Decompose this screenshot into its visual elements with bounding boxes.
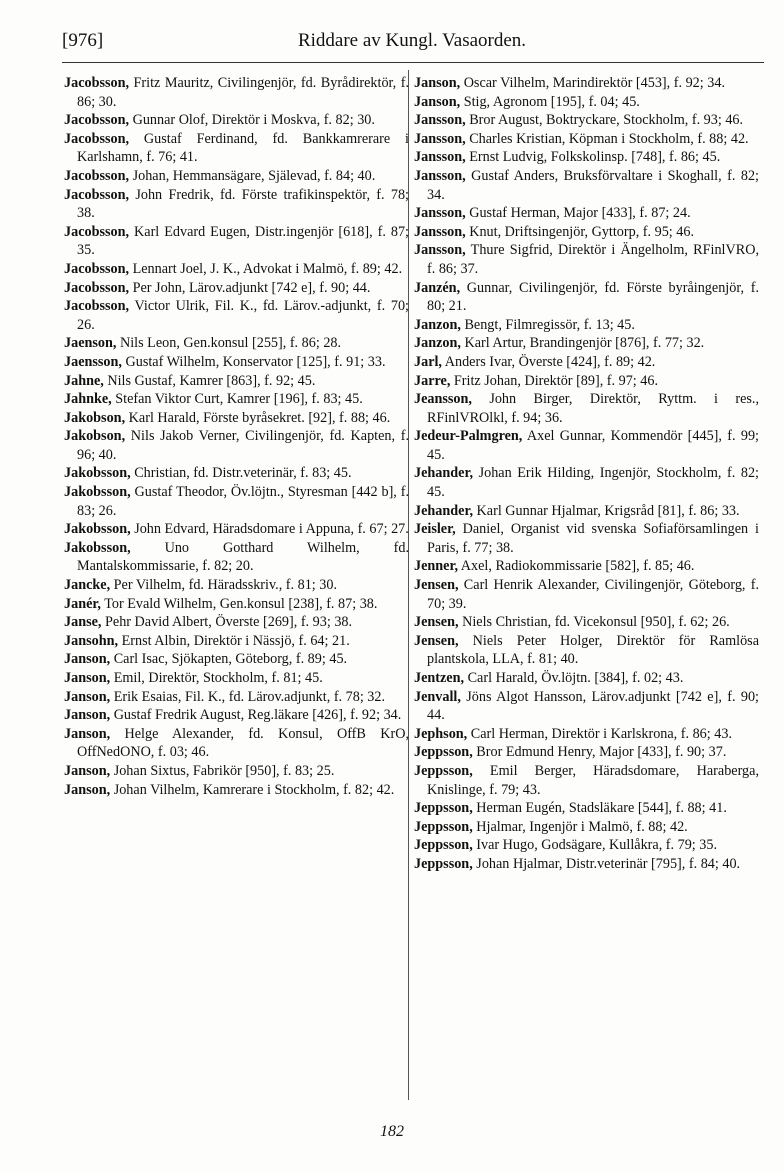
entry-surname: Janzon, xyxy=(414,316,461,333)
register-entry xyxy=(64,688,409,707)
register-entry xyxy=(414,372,759,391)
register-entry xyxy=(64,725,409,762)
register-entry xyxy=(414,316,759,335)
register-entry xyxy=(64,167,409,186)
entry-details: Nils Gustaf, Kamrer [863], f. 92; 45. xyxy=(103,372,316,389)
page-header xyxy=(62,30,762,56)
entry-surname: Janson, xyxy=(64,762,111,779)
entry-details: Ernst Albin, Direktör i Nässjö, f. 64; 21. xyxy=(118,632,350,649)
register-entry xyxy=(414,725,759,744)
entry-surname: Janzon, xyxy=(414,335,461,352)
register-entry xyxy=(64,781,409,800)
entry-details: Fritz Mauritz, Civilingenjör, fd. Byrådirektör, f. 86; 30. xyxy=(77,75,409,110)
entry-details: Karl Edvard Eugen, Distr.ingenjör [618], f. 87; 35. xyxy=(77,223,409,259)
register-entry xyxy=(414,836,759,855)
entry-details: Axel, Radiokommissarie [582], f. 85; 46. xyxy=(458,558,695,575)
entry-details: Per Vilhelm, fd. Häradsskriv., f. 81; 30. xyxy=(110,577,338,594)
entry-details: John Birger, Direktör, Ryttm. i res., RFinlVROlkl, f. 94; 36. xyxy=(427,391,759,426)
entry-surname: Jentzen, xyxy=(414,670,465,686)
register-entry xyxy=(414,464,759,501)
entry-surname: Jeppsson, xyxy=(414,800,473,817)
entry-details: Nils Leon, Gen.konsul [255], f. 86; 28. xyxy=(116,335,342,352)
register-entry xyxy=(414,613,759,632)
entry-surname: Jakobson, xyxy=(64,428,126,445)
entry-surname: Jansson, xyxy=(414,130,466,147)
register-entry xyxy=(64,427,409,464)
entry-details: Bror Edmund Henry, Major [433], f. 90; 37. xyxy=(472,744,727,761)
entry-details: Bengt, Filmregissör, f. 13; 45. xyxy=(460,316,635,333)
entry-details: Gunnar, Civilingenjör, fd. Förste byråingenjör, f. 80; 21. xyxy=(427,279,759,315)
entry-details: Erik Esaias, Fil. K., fd. Lärov.adjunkt, f. 78; 32. xyxy=(110,688,386,705)
entry-details: Karl Artur, Brandingenjör [876], f. 77; 32. xyxy=(460,335,705,352)
entry-details: Jöns Algot Hansson, Lärov.adjunkt [742 e], f. 90; 44. xyxy=(427,688,759,724)
entry-details: Lennart Joel, J. K., Advokat i Malmö, f. 89; 42. xyxy=(129,260,403,277)
register-entry xyxy=(414,167,759,204)
register-entry xyxy=(64,297,409,334)
entry-surname: Jenvall, xyxy=(414,688,461,705)
register-entry xyxy=(64,464,409,483)
entry-details: Johan Vilhelm, Kamrerare i Stockholm, f. 82; 42. xyxy=(110,781,395,798)
entry-surname: Janson, xyxy=(414,93,461,110)
register-entry xyxy=(64,186,409,223)
register-entry xyxy=(414,855,759,874)
entry-surname: Jeisler, xyxy=(414,521,456,538)
entry-surname: Jansson, xyxy=(414,223,466,240)
entry-details: Christian, fd. Distr.veterinär, f. 83; 45. xyxy=(130,465,352,482)
entry-details: John Edvard, Häradsdomare i Appuna, f. 67; 27. xyxy=(130,521,409,538)
entry-details: Knut, Driftsingenjör, Gyttorp, f. 95; 46. xyxy=(465,223,695,240)
entry-surname: Jeppsson, xyxy=(414,837,473,854)
entry-surname: Jephson, xyxy=(414,725,468,742)
register-entry xyxy=(64,613,409,632)
register-entry xyxy=(414,111,759,130)
register-entry xyxy=(414,148,759,167)
entry-details: Emil Berger, Häradsdomare, Haraberga, Knislinge, f. 79; 43. xyxy=(427,762,759,798)
entry-details: Niels Christian, fd. Vicekonsul [950], f. 62; 26. xyxy=(458,614,730,631)
entry-surname: Jakobson, xyxy=(64,409,126,426)
entry-surname: Jakobsson, xyxy=(64,521,131,538)
entry-surname: Jacobsson, xyxy=(64,112,130,129)
entry-surname: Jansson, xyxy=(414,149,466,166)
entry-details: Tor Evald Wilhelm, Gen.konsul [238], f. 87; 38. xyxy=(100,595,378,612)
register-entry xyxy=(64,279,409,298)
register-entry xyxy=(64,576,409,595)
entry-surname: Jansson, xyxy=(414,167,466,184)
entry-surname: Janson, xyxy=(64,781,111,798)
register-entry xyxy=(64,353,409,372)
entry-details: Gustaf Wilhelm, Konservator [125], f. 91; 33. xyxy=(121,353,386,370)
register-entry xyxy=(414,557,759,576)
entry-surname: Janson, xyxy=(64,725,111,742)
entry-surname: Jehander, xyxy=(414,502,473,519)
entry-surname: Jeppsson, xyxy=(414,744,473,761)
entry-details: Gustaf Ferdinand, fd. Bankkamrerare i Karlshamn, f. 76; 41. xyxy=(77,130,409,166)
entry-surname: Jacobsson, xyxy=(64,279,130,296)
register-entry xyxy=(64,223,409,260)
register-entry xyxy=(64,520,409,539)
entry-details: Johan Erik Hilding, Ingenjör, Stockholm, f. 82; 45. xyxy=(427,465,759,501)
register-entry xyxy=(64,762,409,781)
entry-surname: Jansson, xyxy=(414,112,466,129)
entry-surname: Jenner, xyxy=(414,558,459,575)
register-entry xyxy=(414,223,759,242)
entry-surname: Janson, xyxy=(64,651,111,668)
entry-details: Gunnar Olof, Direktör i Moskva, f. 82; 30. xyxy=(129,112,375,129)
entry-details: Fritz Johan, Direktör [89], f. 97; 46. xyxy=(450,372,659,389)
entry-surname: Jensen, xyxy=(414,632,459,649)
register-entry xyxy=(64,390,409,409)
entry-details: Nils Jakob Verner, Civilingenjör, fd. Kapten, f. 96; 40. xyxy=(77,428,409,463)
entry-details: Victor Ulrik, Fil. K., fd. Lärov.-adjunkt, f. 70; 26. xyxy=(77,298,409,333)
register-entry xyxy=(64,539,409,576)
entry-surname: Janse, xyxy=(64,614,102,631)
register-entry xyxy=(64,409,409,428)
entry-surname: Jeppsson, xyxy=(414,855,473,872)
entry-details: Gustaf Fredrik August, Reg.läkare [426], f. 92; 34. xyxy=(110,707,402,724)
register-entry xyxy=(414,427,759,464)
page-title: Riddare av Kungl. Vasaorden. xyxy=(297,30,527,51)
entry-surname: Jarl, xyxy=(414,353,442,370)
entry-details: Carl Isac, Sjökapten, Göteborg, f. 89; 45. xyxy=(110,651,348,668)
entry-surname: Jacobsson, xyxy=(64,223,130,240)
register-entry xyxy=(64,260,409,279)
register-entry xyxy=(414,241,759,278)
register-entry xyxy=(414,353,759,372)
entry-details: Karl Harald, Förste byråsekret. [92], f. 88; 46. xyxy=(125,409,391,426)
register-entry xyxy=(414,130,759,149)
register-entry xyxy=(414,390,759,427)
register-entry xyxy=(64,706,409,725)
register-entry xyxy=(64,372,409,391)
entry-surname: Jahne, xyxy=(64,372,104,389)
register-entry xyxy=(414,204,759,223)
entry-surname: Jarre, xyxy=(414,372,451,389)
register-entry xyxy=(414,669,759,688)
entry-surname: Janzén, xyxy=(414,279,461,296)
entry-surname: Jeppsson, xyxy=(414,762,473,779)
entry-surname: Jansohn, xyxy=(64,632,119,649)
register-entry xyxy=(414,334,759,353)
entry-surname: Jacobsson, xyxy=(64,75,130,91)
entry-details: Hjalmar, Ingenjör i Malmö, f. 88; 42. xyxy=(472,818,688,835)
entry-details: Carl Harald, Öv.löjtn. [384], f. 02; 43. xyxy=(464,670,684,686)
register-entry xyxy=(64,650,409,669)
register-entry xyxy=(414,632,759,669)
entry-details: Anders Ivar, Överste [424], f. 89; 42. xyxy=(441,353,656,370)
register-entry xyxy=(414,762,759,799)
register-entry xyxy=(64,130,409,167)
column-divider xyxy=(408,70,409,1100)
register-entry xyxy=(414,520,759,557)
register-entry xyxy=(414,688,759,725)
entry-surname: Jeansson, xyxy=(414,391,472,408)
page-number: 182 xyxy=(380,1123,404,1140)
entry-details: Stig, Agronom [195], f. 04; 45. xyxy=(460,93,640,110)
entry-details: Daniel, Organist vid svenska Sofiaförsamlingen i Paris, f. 77; 38. xyxy=(427,521,759,556)
section-page-label: [976] xyxy=(62,30,104,51)
header-rule xyxy=(62,62,764,63)
entry-surname: Janson, xyxy=(64,688,111,705)
entry-details: Bror August, Boktryckare, Stockholm, f. 93; 46. xyxy=(465,112,744,129)
entry-surname: Jensen, xyxy=(414,577,459,594)
register-entry xyxy=(64,111,409,130)
entry-details: Johan, Hemmansägare, Själevad, f. 84; 40. xyxy=(129,167,376,184)
entry-surname: Janson, xyxy=(414,75,461,91)
register-entry xyxy=(414,279,759,316)
register-entry xyxy=(414,502,759,521)
right-column xyxy=(414,74,759,874)
entry-surname: Janson, xyxy=(64,707,111,724)
entry-details: Pehr David Albert, Överste [269], f. 93; 38. xyxy=(101,614,353,631)
entry-details: Ernst Ludvig, Folkskolinsp. [748], f. 86; 45. xyxy=(465,149,721,166)
register-entry xyxy=(64,334,409,353)
entry-details: Per John, Lärov.adjunkt [742 e], f. 90; 44. xyxy=(129,279,371,296)
entry-details: John Fredrik, fd. Förste trafikinspektör, f. 78; 38. xyxy=(77,186,409,222)
entry-surname: Jakobsson, xyxy=(64,539,131,556)
entry-surname: Jahnke, xyxy=(64,391,112,408)
entry-surname: Jakobsson, xyxy=(64,465,131,482)
register-entry xyxy=(414,93,759,112)
entry-surname: Jansson, xyxy=(414,205,466,222)
register-entry xyxy=(64,483,409,520)
entry-surname: Jehander, xyxy=(414,465,473,482)
entry-surname: Jakobsson, xyxy=(64,484,131,501)
entry-details: Herman Eugén, Stadsläkare [544], f. 88; 41. xyxy=(472,800,727,817)
entry-surname: Jacobsson, xyxy=(64,298,130,315)
entry-details: Uno Gotthard Wilhelm, fd. Mantalskommissarie, f. 82; 20. xyxy=(77,539,409,575)
entry-details: Niels Peter Holger, Direktör för Ramlösa plantskola, LLA, f. 81; 40. xyxy=(427,632,759,668)
entry-details: Helge Alexander, fd. Konsul, OffB KrO, OffNedONO, f. 03; 46. xyxy=(77,725,409,761)
register-entry xyxy=(64,632,409,651)
entry-surname: Jaenson, xyxy=(64,335,117,352)
entry-details: Oscar Vilhelm, Marindirektör [453], f. 92; 34. xyxy=(460,75,725,91)
entry-surname: Janson, xyxy=(64,670,111,686)
entry-details: Stefan Viktor Curt, Kamrer [196], f. 83; 45. xyxy=(111,391,363,408)
entry-details: Gustaf Theodor, Öv.löjtn., Styresman [442 b], f. 83; 26. xyxy=(77,484,409,519)
register-entry xyxy=(414,799,759,818)
entry-details: Gustaf Anders, Bruksförvaltare i Skoghall, f. 82; 34. xyxy=(427,167,759,203)
entry-details: Johan Sixtus, Fabrikör [950], f. 83; 25. xyxy=(110,762,335,779)
entry-details: Gustaf Herman, Major [433], f. 87; 24. xyxy=(465,205,691,222)
entry-details: Axel Gunnar, Kommendör [445], f. 99; 45. xyxy=(427,428,759,463)
entry-surname: Jancke, xyxy=(64,577,111,594)
register-entry xyxy=(414,818,759,837)
entry-surname: Jeppsson, xyxy=(414,818,473,835)
entry-details: Carl Henrik Alexander, Civilingenjör, Göteborg, f. 70; 39. xyxy=(427,577,759,612)
entry-surname: Jacobsson, xyxy=(64,167,130,184)
entry-surname: Jacobsson, xyxy=(64,260,130,277)
entry-details: Karl Gunnar Hjalmar, Krigsråd [81], f. 86; 33. xyxy=(473,502,740,519)
register-entry xyxy=(64,595,409,614)
register-entry xyxy=(64,669,409,688)
left-column xyxy=(64,74,409,799)
entry-details: Ivar Hugo, Godsägare, Kullåkra, f. 79; 35. xyxy=(472,837,718,854)
entry-surname: Jaensson, xyxy=(64,353,122,370)
register-entry xyxy=(414,743,759,762)
entry-details: Emil, Direktör, Stockholm, f. 81; 45. xyxy=(110,670,323,686)
entry-surname: Jacobsson, xyxy=(64,130,130,147)
entry-surname: Jacobsson, xyxy=(64,186,130,203)
entry-details: Johan Hjalmar, Distr.veterinär [795], f. 84; 40. xyxy=(472,855,741,872)
entry-surname: Jansson, xyxy=(414,242,466,259)
entry-details: Carl Herman, Direktör i Karlskrona, f. 86; 43. xyxy=(467,725,732,742)
entry-surname: Jedeur-Palmgren, xyxy=(414,428,523,445)
register-entry xyxy=(414,74,759,93)
register-entry xyxy=(414,576,759,613)
entry-details: Charles Kristian, Köpman i Stockholm, f. 88; 42. xyxy=(465,130,749,147)
register-entry xyxy=(64,74,409,111)
entry-surname: Jensen, xyxy=(414,614,459,631)
entry-details: Thure Sigfrid, Direktör i Ängelholm, RFinlVRO, f. 86; 37. xyxy=(427,242,759,277)
entry-surname: Janér, xyxy=(64,595,101,612)
